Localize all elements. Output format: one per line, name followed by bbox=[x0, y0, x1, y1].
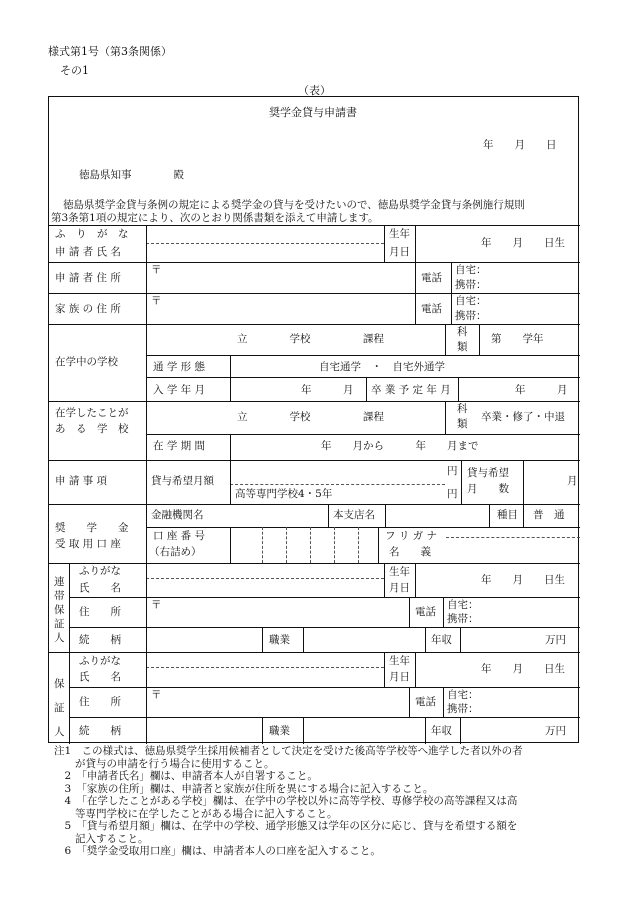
note-line: 6 「奨学金受取用口座」欄は、申請者本人の口座を記入すること。 bbox=[54, 845, 381, 857]
jg-relation-label: 続 柄 bbox=[79, 634, 121, 646]
form-title: 奨学金貸与申請書 bbox=[269, 106, 357, 119]
notes bbox=[54, 745, 589, 858]
applicant-name-label: 申 請 者 氏 名 bbox=[55, 246, 121, 258]
school-line: 立 学校 課程 bbox=[237, 333, 384, 345]
note-line: が貸与の申請を行う場合に使用すること。 bbox=[54, 757, 275, 770]
account-label-1: 奨 学 金 bbox=[55, 522, 129, 534]
note-line: 注1 この様式は、徳島県奨学生採用候補者として決定を受けた後高等学校等へ進学した者以外の者 bbox=[54, 745, 523, 757]
amount-label: 貸与希望月額 bbox=[151, 475, 214, 487]
hs45-label: 高等専門学校4・5年 bbox=[235, 488, 333, 500]
account-number-note: （右詰め） bbox=[149, 546, 202, 558]
tel-label: 電話 bbox=[415, 606, 436, 618]
g-address-label: 住 所 bbox=[79, 696, 121, 708]
birth-label-2: 月日 bbox=[389, 671, 410, 683]
g-birth-value: 年 月 日生 bbox=[481, 663, 565, 675]
g-furigana-label: ふりがな bbox=[79, 655, 121, 667]
month-unit: 月 bbox=[567, 475, 578, 487]
period-label: 在 学 期 間 bbox=[153, 440, 206, 452]
note-line: 5 「貸与希望月額」欄は、在学中の学校、通学形態又は学年の区分に応じ、貸与を希望する額を bbox=[54, 820, 518, 832]
kind-value: 普 通 bbox=[533, 509, 565, 521]
jg-furigana-label: ふりがな bbox=[79, 565, 121, 577]
past-school-label-2: あ る 学 校 bbox=[55, 423, 129, 435]
g-name-label: 氏 名 bbox=[79, 671, 121, 683]
home-label: 自宅： bbox=[447, 689, 479, 701]
job-label: 職業 bbox=[269, 634, 290, 646]
months-label-2: 月 数 bbox=[467, 483, 509, 495]
kind-label: 種目 bbox=[497, 509, 518, 521]
birth-label-1: 生年 bbox=[389, 655, 410, 667]
tel-label: 電話 bbox=[421, 272, 442, 284]
income-label: 年収 bbox=[431, 634, 452, 646]
bank-label: 金融機関名 bbox=[151, 509, 204, 521]
birth-value: 年 月 日生 bbox=[481, 237, 565, 249]
jg-name-label: 氏 名 bbox=[79, 582, 121, 594]
job-label: 職業 bbox=[269, 725, 290, 737]
birth-label-2: 月日 bbox=[389, 246, 410, 258]
date-line: 年 月 日 bbox=[483, 139, 557, 151]
form-sub-number: その1 bbox=[60, 64, 89, 77]
yen-unit: 円 bbox=[447, 465, 458, 477]
months-label-1: 貸与希望 bbox=[467, 467, 509, 479]
request-label: 申 請 事 項 bbox=[55, 475, 108, 487]
joint-guarantor-label: 連 帯 保 証 人 bbox=[54, 576, 65, 644]
guarantor-label: 保 証 人 bbox=[54, 678, 65, 738]
account-number-label: 口 座 番 号 bbox=[153, 530, 206, 542]
birth-label-2: 月日 bbox=[389, 582, 410, 594]
birth-label-1: 生年 bbox=[389, 566, 410, 578]
rui-label: 類 bbox=[457, 418, 468, 430]
application-form bbox=[48, 96, 579, 743]
side-label: （表） bbox=[298, 84, 331, 97]
addressee: 徳島県知事 殿 bbox=[79, 169, 184, 181]
manyen-unit: 万円 bbox=[545, 634, 566, 646]
enroll-label: 入 学 年 月 bbox=[153, 384, 206, 396]
yen-unit: 円 bbox=[447, 488, 458, 500]
g-relation-label: 続 柄 bbox=[79, 725, 121, 737]
family-address-label: 家 族 の 住 所 bbox=[55, 303, 121, 315]
preamble-line-1: 徳島県奨学金貸与条例の規定による奨学金の貸与を受けたいので、徳島県奨学金貸与条例施行規則 bbox=[63, 199, 525, 211]
postal-mark: 〒 bbox=[151, 689, 162, 701]
applicant-address-label: 申 請 者 住 所 bbox=[55, 272, 121, 284]
birth-label-1: 生年 bbox=[389, 228, 410, 240]
current-school-label: 在学中の学校 bbox=[55, 356, 118, 368]
home-label: 自宅： bbox=[455, 295, 487, 307]
past-school-label-1: 在学したことが bbox=[55, 407, 129, 419]
enroll-value: 年 月 bbox=[301, 384, 354, 396]
home-label: 自宅： bbox=[455, 264, 487, 276]
commute-label: 通 学 形 態 bbox=[153, 361, 206, 373]
income-label: 年収 bbox=[431, 725, 452, 737]
jg-address-label: 住 所 bbox=[79, 606, 121, 618]
postal-mark: 〒 bbox=[151, 295, 162, 307]
graduation-label: 卒 業 予 定 年 月 bbox=[371, 384, 451, 396]
mobile-label: 携帯： bbox=[447, 613, 479, 625]
period-value: 年 月から 年 月まで bbox=[321, 440, 479, 452]
note-line: 4 「在学したことがある学校」欄は、在学中の学校以外に高等学校、専修学校の高等課程又は高 bbox=[54, 795, 518, 807]
home-label: 自宅： bbox=[447, 599, 479, 611]
ka-label: 科 bbox=[457, 403, 468, 415]
postal-mark: 〒 bbox=[151, 264, 162, 276]
note-line: 記入すること。 bbox=[54, 832, 149, 845]
holder-label: 名 義 bbox=[389, 546, 431, 558]
note-line: 等専門学校に在学したことがある場合に記入すること。 bbox=[54, 807, 338, 820]
furigana-label: ふ り が な bbox=[55, 228, 129, 240]
kana-label: フ リ ガ ナ bbox=[385, 530, 438, 542]
form-number: 様式第1号（第3条関係） bbox=[48, 45, 172, 58]
commute-value: 自宅通学 ・ 自宅外通学 bbox=[319, 361, 445, 373]
grade-value: 第 学年 bbox=[491, 333, 544, 345]
rui-label: 類 bbox=[457, 341, 468, 353]
tel-label: 電話 bbox=[415, 696, 436, 708]
graduation-value: 年 月 bbox=[515, 384, 568, 396]
past-status: 卒業・修了・中退 bbox=[481, 411, 565, 423]
mobile-label: 携帯： bbox=[455, 279, 487, 291]
account-label-2: 受 取 用 口 座 bbox=[55, 538, 121, 550]
postal-mark: 〒 bbox=[151, 599, 162, 611]
jg-birth-value: 年 月 日生 bbox=[481, 574, 565, 586]
mobile-label: 携帯： bbox=[447, 703, 479, 715]
manyen-unit: 万円 bbox=[545, 725, 566, 737]
branch-label: 本支店名 bbox=[333, 509, 375, 521]
mobile-label: 携帯： bbox=[455, 310, 487, 322]
note-line: 3 「家族の住所」欄は、申請者と家族が住所を異にする場合に記入すること。 bbox=[54, 782, 434, 795]
note-line: 2 「申請者氏名」欄は、申請者本人が自署すること。 bbox=[54, 770, 318, 782]
preamble-line-2: 第3条第1項の規定により、次のとおり関係書類を添えて申請します。 bbox=[51, 212, 379, 224]
tel-label: 電話 bbox=[421, 303, 442, 315]
ka-label: 科 bbox=[457, 326, 468, 338]
past-school-line: 立 学校 課程 bbox=[237, 411, 384, 423]
